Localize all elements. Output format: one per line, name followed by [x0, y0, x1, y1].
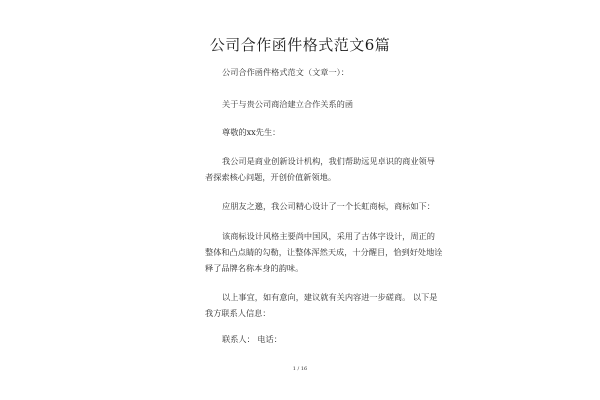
article-heading	[205, 64, 405, 80]
page-number: 1 / 16	[292, 366, 308, 372]
paragraph-line: 释了品牌名称本身的韵味。	[205, 263, 304, 273]
letter-greeting	[205, 124, 405, 140]
paragraph-design-description	[205, 228, 443, 276]
paragraph-line: 者探索核心问题，开创价值新领地。	[205, 172, 337, 182]
paragraph-line: 以上事宜，如有意向，建议就有关内容进一步磋商。 以下是	[222, 292, 438, 302]
paragraph-line: 整体和凸点睛的勾勒，让整体浑然天成，十分醒目，恰到好处地诠	[205, 247, 443, 257]
contact-info	[205, 331, 405, 347]
letter-subject	[205, 96, 405, 112]
article-heading-line: 公司合作函件格式范文（文章一）：	[222, 67, 349, 77]
paragraph-line: 我方联系人信息：	[205, 308, 271, 318]
letter-subject-line: 关于与贵公司商洽建立合作关系的函	[222, 99, 354, 109]
contact-line: 联系人： 电话：	[222, 334, 282, 344]
paragraph-introduction	[205, 153, 435, 185]
paragraph-line: 应朋友之邀，我公司精心设计了一个长虹商标，商标如下：	[222, 201, 435, 211]
paragraph-line: 我公司是商业创新设计机构，我们帮助远见卓识的商业领导	[222, 156, 435, 166]
paragraph-invitation	[205, 198, 435, 214]
paragraph-closing	[205, 289, 438, 321]
letter-greeting-line: 尊敬的xx先生：	[222, 127, 281, 137]
paragraph-line: 该商标设计风格主要尚中国风，采用了古体字设计，周正的	[222, 231, 435, 241]
document-title: 公司合作函件格式范文6篇	[209, 36, 391, 54]
